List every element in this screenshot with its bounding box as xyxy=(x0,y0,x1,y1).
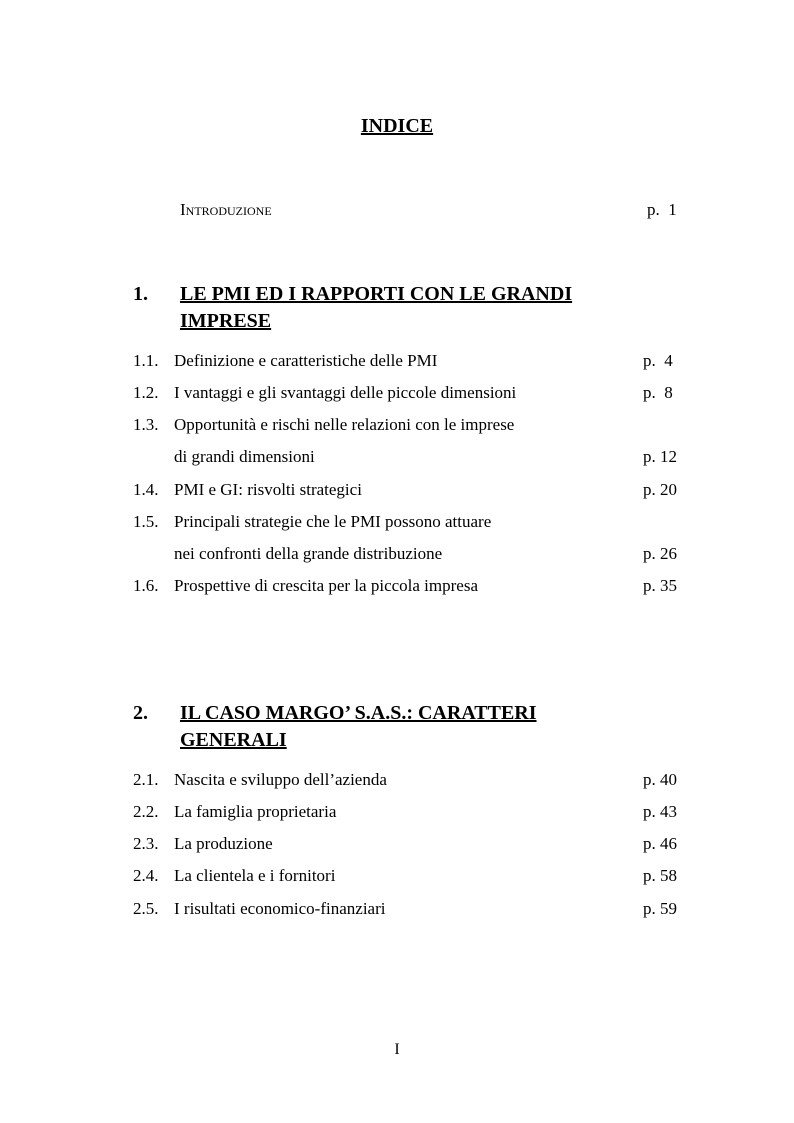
section-title: I vantaggi e gli svantaggi delle piccole dimensioni xyxy=(174,383,517,402)
section-page: p. 40 xyxy=(643,770,677,789)
section-title: Opportunità e rischi nelle relazioni con le imprese xyxy=(174,415,515,434)
section-title: Definizione e caratteristiche delle PMI xyxy=(174,351,438,370)
page-number: I xyxy=(394,1041,400,1058)
section-page: p. 43 xyxy=(643,802,677,821)
section-page: p. 46 xyxy=(643,834,677,853)
section-title: Principali strategie che le PMI possono attuare xyxy=(174,512,492,531)
section-number: 1.3. xyxy=(133,415,159,434)
section-number: 2.3. xyxy=(133,834,159,853)
section-title: Prospettive di crescita per la piccola impresa xyxy=(174,576,478,595)
section-page: p. 58 xyxy=(643,866,677,885)
page-title: INDICE xyxy=(360,115,434,137)
section-page: p. 59 xyxy=(643,899,677,918)
section-page: p. 20 xyxy=(643,480,677,499)
section-number: 1.6. xyxy=(133,576,159,595)
section-page: p. 4 xyxy=(643,351,673,370)
section-page: p. 35 xyxy=(643,576,677,595)
section-title-continued: nei confronti della grande distribuzione xyxy=(174,544,443,563)
section-page: p. 26 xyxy=(643,544,677,563)
section-page: p. 12 xyxy=(643,447,677,466)
section-number: 1.4. xyxy=(133,480,159,499)
intro-label: Introduzione xyxy=(180,200,272,219)
section-title: La clientela e i fornitori xyxy=(174,866,336,885)
section-number: 1.5. xyxy=(133,512,159,531)
section-number: 2.5. xyxy=(133,899,159,918)
intro-page: p. 1 xyxy=(647,200,677,219)
section-title: La famiglia proprietaria xyxy=(174,802,337,821)
section-number: 2.4. xyxy=(133,866,159,885)
section-title: I risultati economico-finanziari xyxy=(174,899,386,918)
section-title: Nascita e sviluppo dell’azienda xyxy=(174,770,387,789)
chapter-title: LE PMI ED I RAPPORTI CON LE GRANDI IMPRESE xyxy=(180,283,573,332)
section-number: 1.1. xyxy=(133,351,159,370)
section-number: 1.2. xyxy=(133,383,159,402)
section-title-continued: di grandi dimensioni xyxy=(174,447,315,466)
section-number: 2.1. xyxy=(133,770,159,789)
chapter-title: IL CASO MARGO’ S.A.S.: CARATTERI GENERALI xyxy=(180,702,537,751)
chapter-number: 1. xyxy=(133,283,148,305)
section-title: La produzione xyxy=(174,834,273,853)
section-title: PMI e GI: risvolti strategici xyxy=(174,480,362,499)
chapter-number: 2. xyxy=(133,702,148,724)
section-number: 2.2. xyxy=(133,802,159,821)
section-page: p. 8 xyxy=(643,383,673,402)
